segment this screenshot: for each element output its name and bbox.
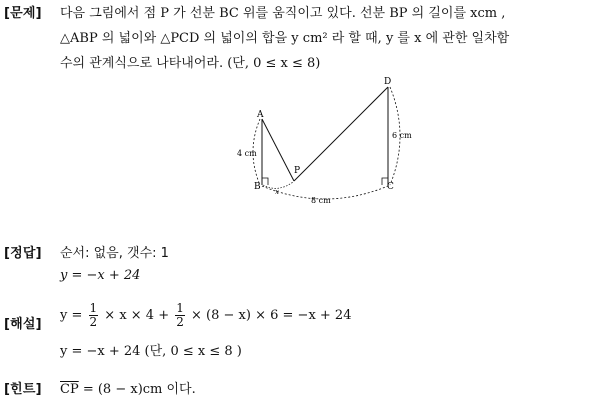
fraction-numerator: 1 (89, 301, 98, 315)
solution-line-1 (60, 302, 351, 329)
hint-label: [힌트] (4, 382, 42, 397)
solution-part-1: × x × 4 + (104, 308, 170, 323)
problem-line-1: 다음 그림에서 점 P 가 선분 BC 위를 움직이고 있다. 선분 BP 의 길이를 xcm , (60, 6, 506, 21)
fraction-one-half-2 (175, 302, 185, 329)
hint-rest: = (8 − x)cm 이다. (78, 382, 196, 397)
point-label-c: C (387, 182, 394, 192)
fraction-denominator: 2 (89, 315, 98, 329)
length-label-bp: x (275, 188, 279, 196)
fraction-denominator: 2 (176, 315, 184, 329)
segment-ap (262, 119, 294, 181)
point-label-a: A (257, 110, 264, 120)
fraction-numerator: 1 (176, 301, 184, 315)
fraction-one-half-1 (89, 302, 99, 329)
segment-cp: $\overline{CP}$ (60, 382, 79, 397)
length-label-cd: 6 cm (392, 131, 412, 140)
right-angle-mark-b (262, 178, 268, 185)
solution-label: [해설] (4, 317, 42, 332)
answer-line-2: y = −x + 24 (60, 268, 141, 283)
point-label-p: P (294, 166, 301, 176)
answer-label: [정답] (4, 246, 42, 261)
length-label-bc: 8 cm (311, 196, 331, 205)
problem-line-3: 수의 관계식으로 나타내어라. (단, 0 ≤ x ≤ 8) (60, 56, 321, 71)
problem-line-2: △ABP 의 넓이와 △PCD 의 넓이의 합을 y cm² 라 할 때, y 를 x 에 관한 일차함 (60, 31, 510, 46)
problem-label: [문제] (4, 6, 42, 21)
geometry-figure (232, 72, 422, 210)
length-label-ab: 4 cm (237, 149, 257, 158)
solution-line-2: y = −x + 24 (단, 0 ≤ x ≤ 8 ) (60, 344, 242, 359)
hint-line (60, 378, 196, 397)
answer-line-1: 순서: 없음, 갯수: 1 (60, 246, 169, 261)
solution-part-2: × (8 − x) × 6 = −x + 24 (191, 308, 352, 323)
segment-pd (294, 87, 388, 181)
solution-y-eq: y = (60, 308, 83, 323)
point-label-b: B (254, 182, 261, 192)
point-label-d: D (384, 77, 392, 87)
